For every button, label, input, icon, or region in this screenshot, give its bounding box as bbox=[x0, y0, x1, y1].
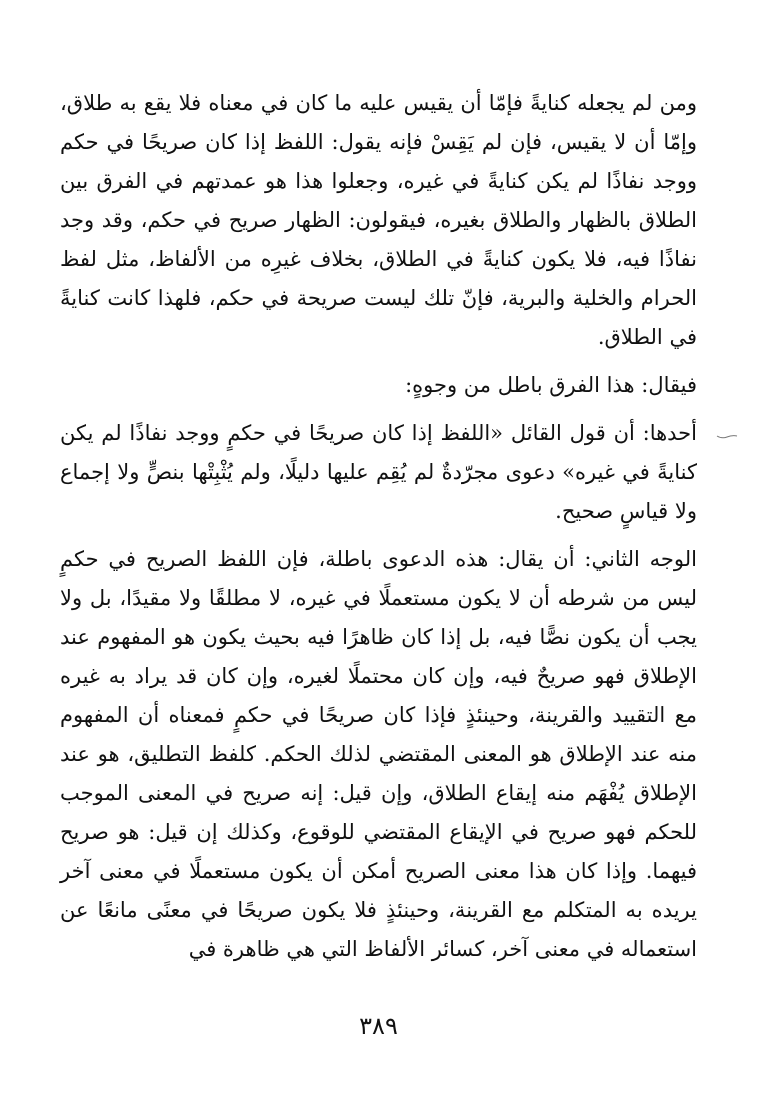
page-number: ٣٨٩ bbox=[359, 1012, 398, 1040]
margin-mark-icon bbox=[716, 434, 738, 440]
paragraph-3: أحدها: أن قول القائل «اللفظ إذا كان صريحًا في حكمٍ ووجد نفاذًا لم يكن كنايةً في غيره» دعوى مجرّدةٌ لم يُقِم عليها دليلًا، ولم يُثْبِتْها بنصٍّ ولا إجماع ولا قياسٍ صحيح. bbox=[60, 421, 697, 523]
paragraph-4: الوجه الثاني: أن يقال: هذه الدعوى باطلة، فإن اللفظ الصريح في حكمٍ ليس من شرطه أن لا يكون مستعملًا في غيره، لا مطلقًا ولا مقيدًا، بل ولا يجب أن يكون نصًّا فيه، بل إذا كان ظاهرًا فيه بحيث يكون هو المفهوم عند الإطلاق فهو صريحٌ فيه، وإن كان محتملًا لغيره، وإن كان قد يراد به غيره مع التقييد والقرينة، وحينئذٍ فإذا كان صريحًا في حكمٍ فمعناه أن المفهوم منه عند الإطلاق هو المعنى المقتضي لذلك الحكم. كلفظ التطليق، هو عند الإطلاق يُفْهَم منه إيقاع الطلاق، وإن قيل: إنه صريح في المعنى الموجب للحكم فهو صريح في الإيقاع المقتضي للوقوع، وكذلك إن قيل: هو صريح فيهما. وإذا كان هذا معنى الصريح أمكن أن يكون مستعملًا في معنى آخر يريده به المتكلم مع القرينة، وحينئذٍ فلا يكون صريحًا في معنًى مانعًا عن استعماله في معنى آخر، كسائر الألفاظ التي هي ظاهرة في bbox=[60, 547, 697, 961]
paragraph-2: فيقال: هذا الفرق باطل من وجوهٍ: bbox=[405, 373, 697, 397]
paragraph-1: ومن لم يجعله كنايةً فإمّا أن يقيس عليه ما كان في معناه فلا يقع به طلاق، وإمّا أن لا يقيس، فإن لم يَقِسْ فإنه يقول: اللفظ إذا كان صريحًا في حكم ووجد نفاذًا لم يكن كنايةً في غيره، وجعلوا هذا هو عمدتهم في الفرق بين الطلاق بالظهار والطلاق بغيره، فيقولون: الظهار صريح في حكم، وقد وجد نفاذًا فيه، فلا يكون كنايةً في الطلاق، بخلاف غيرِه من الألفاظ، مثل لفظ الحرام والخلية والبرية، فإنّ تلك ليست صريحة في حكم، فلهذا كانت كنايةً في الطلاق. bbox=[60, 91, 697, 349]
